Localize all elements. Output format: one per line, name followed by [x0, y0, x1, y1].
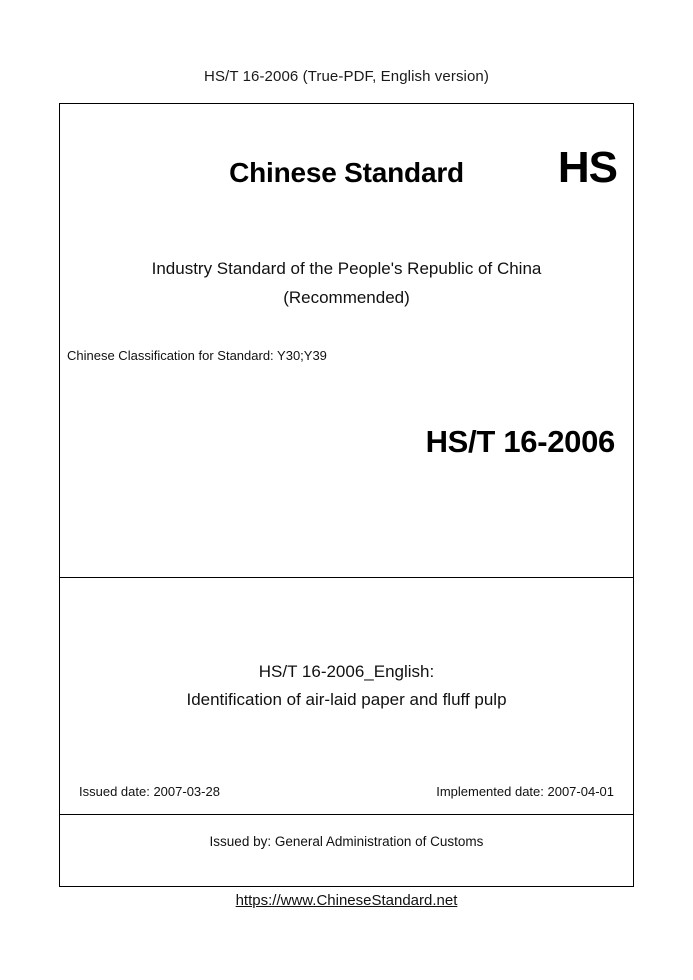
- subtitle-block: [60, 254, 633, 312]
- document-header-line: HS/T 16-2006 (True-PDF, English version): [204, 68, 489, 85]
- subtitle-line-2: (Recommended): [283, 288, 410, 307]
- website-link-text[interactable]: https://www.ChineseStandard.net: [235, 892, 458, 909]
- cover-upper-section: [60, 104, 633, 578]
- english-title-line-1: HS/T 16-2006_English:: [258, 662, 435, 681]
- english-title-line-2: Identification of air-laid paper and fluff pulp: [186, 690, 507, 709]
- cover-lower-section: [60, 578, 633, 814]
- classification-code: Chinese Classification for Standard: Y30;Y39: [67, 348, 327, 363]
- title-row: [60, 143, 633, 206]
- cover-frame: [59, 103, 634, 887]
- implemented-date: Implemented date: 2007-04-01: [436, 784, 614, 799]
- issuer-band: [60, 814, 633, 887]
- subtitle-line-1: Industry Standard of the People's Republic of China: [151, 259, 542, 278]
- standard-number: HS/T 16-2006: [425, 424, 615, 459]
- page-title: Chinese Standard: [229, 157, 464, 188]
- issued-by: Issued by: General Administration of Customs: [209, 834, 484, 849]
- website-link[interactable]: [0, 892, 693, 909]
- hs-logo: HS: [557, 143, 617, 192]
- english-title-block: [60, 658, 633, 714]
- issued-date: Issued date: 2007-03-28: [79, 784, 220, 799]
- dates-row: [60, 784, 633, 802]
